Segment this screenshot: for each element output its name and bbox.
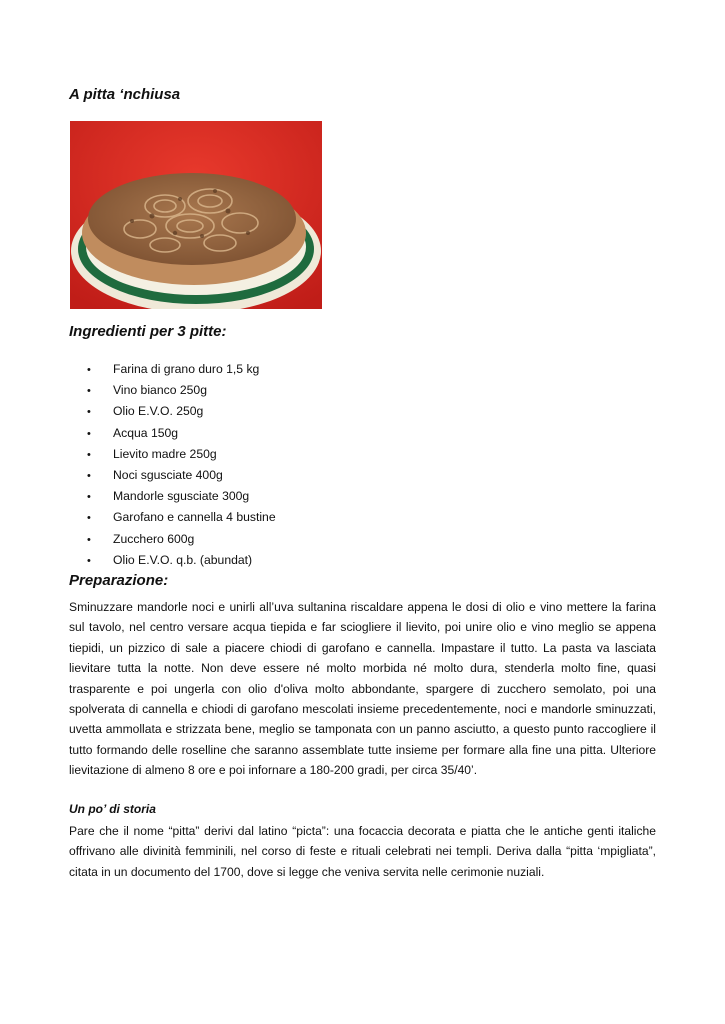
bullet-icon: • xyxy=(87,364,91,376)
bullet-icon: • xyxy=(87,469,91,482)
list-item: • Olio E.V.O. q.b. (abundat) xyxy=(87,550,276,571)
bullet-icon: • xyxy=(87,448,91,461)
list-item: • Olio E.V.O. 250g xyxy=(87,401,276,422)
list-item: • Acqua 150g xyxy=(87,423,276,444)
bullet-icon: • xyxy=(87,385,91,398)
history-text: Pare che il nome “pitta” derivi dal latino “picta”: una focaccia decorata e piatta che le antiche genti italiche offrivano alle divinità femminili, nel corso di feste e rituali celebrati nei templi. Deriva dalla “pitta ‘mpigliata”, citata in un documento del 1700, dove si legge che veniva servita nelle cerimonie nuziali. xyxy=(69,824,656,879)
bullet-icon: • xyxy=(87,427,91,440)
bullet-icon: • xyxy=(87,491,91,504)
pitta-photo xyxy=(70,121,322,309)
history-heading: Un po’ di storia xyxy=(69,802,156,816)
bullet-icon: • xyxy=(87,533,91,546)
list-item: • Vino bianco 250g xyxy=(87,380,276,401)
list-item: • Farina di grano duro 1,5 kg xyxy=(87,359,276,380)
list-item: • Zucchero 600g xyxy=(87,529,276,550)
bullet-icon: • xyxy=(87,554,91,567)
preparation-heading: Preparazione: xyxy=(69,572,169,589)
list-item: • Garofano e cannella 4 bustine xyxy=(87,507,276,528)
list-item: • Mandorle sgusciate 300g xyxy=(87,486,276,507)
recipe-title: A pitta ‘nchiusa xyxy=(69,86,181,103)
ingredients-list xyxy=(87,359,276,571)
bullet-icon: • xyxy=(87,406,91,419)
list-item: • Noci sgusciate 400g xyxy=(87,465,276,486)
pitta-illustration xyxy=(70,121,322,309)
list-item: • Lievito madre 250g xyxy=(87,444,276,465)
ingredients-heading: Ingredienti per 3 pitte: xyxy=(69,323,227,340)
pitta-top xyxy=(88,173,296,265)
bullet-icon: • xyxy=(87,512,91,525)
preparation-text: Sminuzzare mandorle noci e unirli all’uva sultanina riscaldare appena le dosi di olio e vino mettere la farina sul tavolo, nel centro versare acqua tiepida e far sciogliere il lievito, poi unire olio e vino meglio se appena tiepidi, un pizzico di sale a piacere chiodi di garofano e cannella. Impastare il tutto. La pasta va lasciata lievitare tutta la notte. Non deve essere né molto morbida né molto dura, stenderla molto fine, quasi trasparente e poi ungerla con olio d'oliva molto abbondante, spargere di zucchero semolato, poi una spolverata di cannella e chiodi di garofano mescolati insieme precedentemente, noci e mandorle sminuzzati, uvetta ammollata e strizzata bene, meglio se tamponata con un panno asciutto, a questo punto raccogliere il tutto formando delle roselline che saranno assemblate tutte insieme per formare alla fine una pitta. Ulteriore lievitazione di almeno 8 ore e poi infornare a 180-200 gradi, per circa 35/40’. xyxy=(69,600,656,778)
